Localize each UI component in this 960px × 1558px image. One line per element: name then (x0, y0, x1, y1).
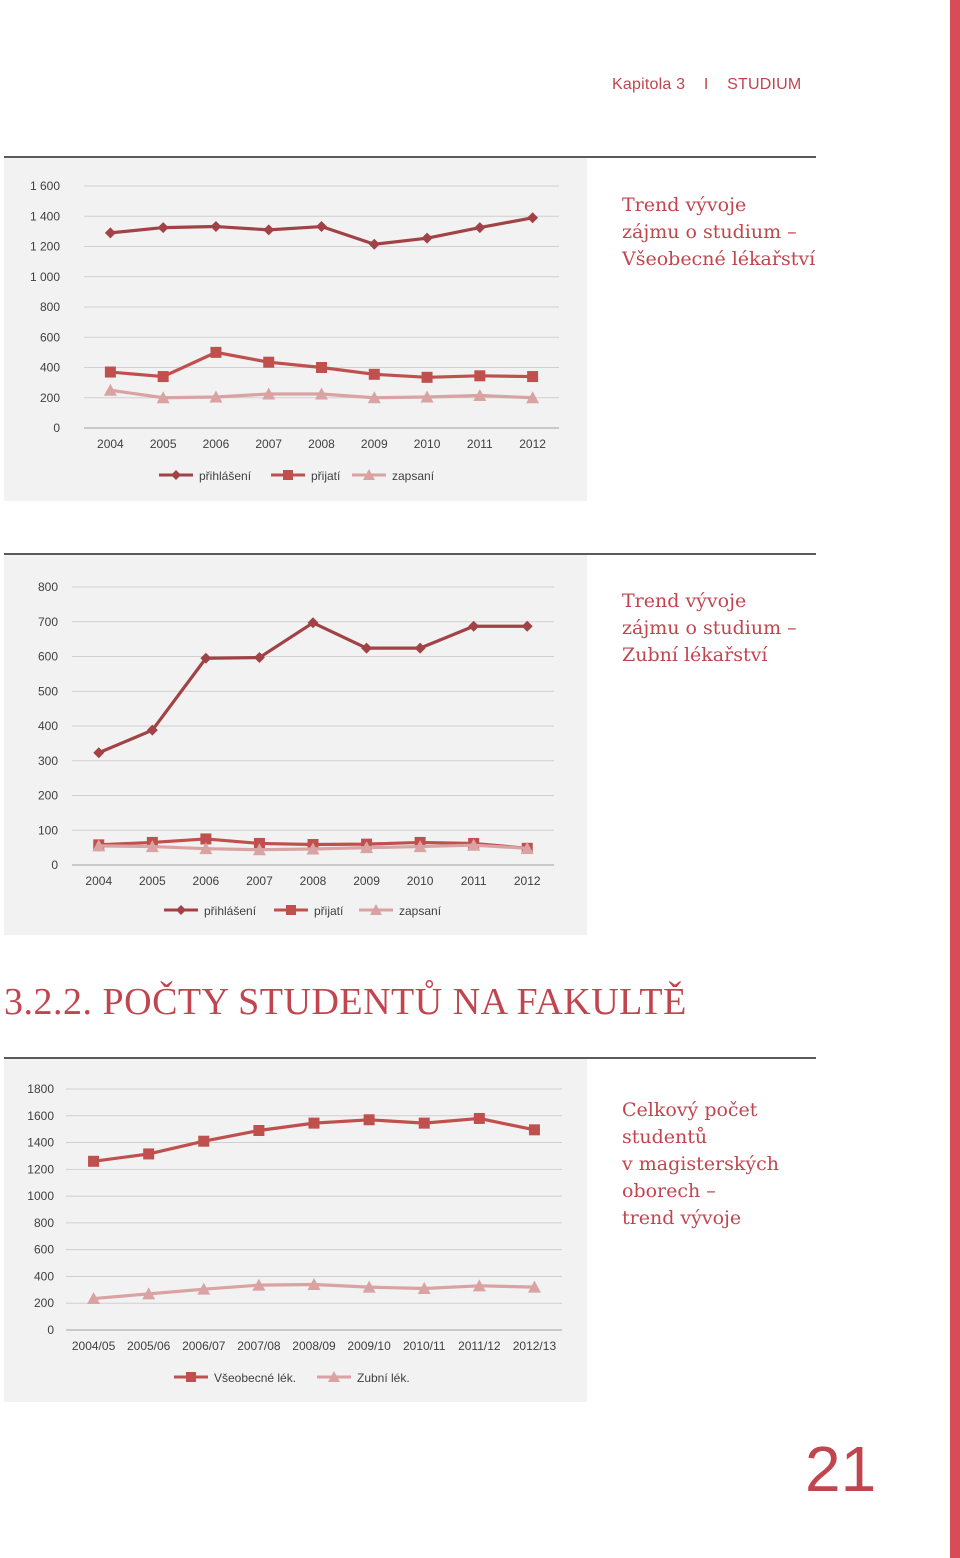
legend-label: přijatí (311, 469, 341, 483)
y-tick-label: 1200 (27, 1162, 54, 1177)
chart2-caption-line: Trend vývoje (622, 590, 747, 612)
legend-marker (186, 1372, 196, 1382)
data-point (309, 1118, 320, 1129)
data-point (527, 212, 538, 223)
data-point (316, 362, 327, 373)
chart3-caption-line: v magisterských (622, 1153, 779, 1175)
data-point (210, 221, 221, 232)
chart1-svg (4, 158, 587, 501)
legend-marker (286, 905, 296, 915)
data-point (316, 221, 327, 232)
legend-label: přihlášení (199, 469, 252, 483)
y-tick-label: 800 (33, 1215, 54, 1230)
data-point (474, 370, 485, 381)
chart3-caption-line: trend vývoje (622, 1207, 742, 1229)
y-tick-label: 400 (33, 1269, 54, 1284)
data-point (105, 227, 116, 238)
data-point (474, 222, 485, 233)
data-point (210, 347, 221, 358)
x-tick-label: 2010 (406, 874, 434, 888)
data-point (529, 1124, 540, 1135)
legend-marker (171, 470, 181, 480)
legend-label: přihlášení (204, 904, 257, 918)
y-tick-label: 700 (37, 614, 58, 629)
y-tick-label: 800 (39, 300, 60, 314)
chart3-caption (622, 1097, 779, 1232)
y-tick-label: 0 (47, 1323, 54, 1337)
header-section: STUDIUM (727, 76, 802, 93)
y-tick-label: 600 (37, 649, 58, 664)
legend-label: Zubní lék. (357, 1371, 410, 1385)
y-tick-label: 1600 (27, 1108, 54, 1123)
y-tick-label: 1 000 (29, 269, 60, 284)
page-number: 21 (805, 1433, 877, 1505)
y-tick-label: 200 (39, 390, 60, 405)
side-stripe (950, 0, 960, 1558)
data-point (527, 371, 538, 382)
x-tick-label: 2007 (255, 437, 283, 451)
chart2-caption-line: zájmu o studium – (622, 617, 797, 639)
data-point (369, 239, 380, 250)
x-tick-label: 2008/09 (292, 1339, 336, 1353)
x-tick-label: 2008 (308, 437, 335, 451)
data-point (198, 1136, 209, 1147)
legend-label: zapsaní (392, 469, 435, 483)
x-tick-label: 2005 (138, 874, 166, 888)
y-tick-label: 800 (37, 580, 58, 594)
y-tick-label: 600 (39, 330, 60, 345)
y-tick-label: 1000 (27, 1189, 54, 1204)
legend-marker (283, 470, 293, 480)
series-line (99, 623, 527, 753)
data-point (143, 1148, 154, 1159)
y-tick-label: 600 (33, 1242, 54, 1257)
y-tick-label: 1800 (27, 1082, 54, 1096)
x-tick-label: 2012 (513, 874, 541, 888)
chart1-caption-line: zájmu o studium – (622, 221, 797, 243)
running-header (612, 76, 801, 94)
chart1-caption (622, 192, 815, 273)
chart1-panel (4, 158, 587, 501)
x-tick-label: 2004 (85, 874, 113, 888)
y-tick-label: 1 200 (29, 239, 60, 254)
data-point (93, 747, 104, 758)
x-tick-label: 2004 (97, 437, 124, 451)
data-point (105, 367, 116, 378)
data-point (369, 369, 380, 380)
x-tick-label: 2010/11 (402, 1339, 446, 1353)
y-tick-label: 400 (39, 360, 60, 375)
data-point (422, 372, 433, 383)
y-tick-label: 0 (51, 858, 58, 872)
y-tick-label: 300 (37, 753, 58, 768)
x-tick-label: 2011 (460, 874, 487, 888)
y-tick-label: 1400 (27, 1135, 54, 1150)
chart3-caption-line: studentů (622, 1126, 708, 1148)
x-tick-label: 2012 (519, 437, 546, 451)
y-tick-label: 0 (53, 421, 60, 435)
x-tick-label: 2008 (299, 874, 327, 888)
y-tick-label: 1 600 (29, 179, 60, 193)
x-tick-label: 2009 (353, 874, 380, 888)
chart3-caption-line: oborech – (622, 1180, 716, 1202)
chart2-panel (4, 555, 587, 935)
x-tick-label: 2007 (246, 874, 273, 888)
y-tick-label: 400 (37, 719, 58, 733)
y-tick-label: 200 (37, 788, 58, 803)
data-point (263, 224, 274, 235)
x-tick-label: 2006 (202, 437, 230, 451)
data-point (361, 643, 372, 654)
chart2-caption-line: Zubní lékařství (622, 644, 768, 666)
chart3-caption-line: Celkový počet (622, 1099, 758, 1121)
x-tick-label: 2009 (360, 437, 388, 451)
y-tick-label: 500 (37, 684, 58, 699)
data-point (88, 1156, 99, 1167)
data-point (263, 357, 274, 368)
legend-marker (176, 905, 186, 915)
data-point (364, 1114, 375, 1125)
legend-label: přijatí (314, 904, 344, 918)
x-tick-label: 2005 (149, 437, 177, 451)
chart1-caption-line: Trend vývoje (622, 194, 747, 216)
y-tick-label: 200 (33, 1296, 54, 1311)
chart2-caption (622, 588, 797, 669)
x-tick-label: 2004/05 (71, 1339, 116, 1353)
x-tick-label: 2005/06 (126, 1339, 171, 1353)
data-point (522, 621, 533, 632)
data-point (158, 222, 169, 233)
x-tick-label: 2009/10 (347, 1339, 391, 1353)
x-tick-label: 2006 (192, 874, 220, 888)
legend-label: Všeobecné lék. (214, 1371, 297, 1385)
data-point (422, 233, 433, 244)
chart3-svg (4, 1059, 587, 1402)
x-tick-label: 2011/12 (458, 1339, 501, 1353)
header-separator: I (703, 76, 709, 93)
y-tick-label: 100 (37, 823, 58, 838)
x-tick-label: 2011 (466, 437, 493, 451)
data-point (158, 371, 169, 382)
data-point (474, 1113, 485, 1124)
x-tick-label: 2010 (413, 437, 441, 451)
data-point (253, 1125, 264, 1136)
x-tick-label: 2007/08 (237, 1339, 281, 1353)
header-chapter-number: 3 (676, 76, 686, 93)
chart1-caption-line: Všeobecné lékařství (622, 248, 816, 270)
x-tick-label: 2012/13 (512, 1339, 557, 1353)
data-point (419, 1118, 430, 1129)
header-chapter: Kapitola (612, 76, 672, 93)
section-title: 3.2.2. POČTY STUDENTŮ NA FAKULTĚ (4, 981, 687, 1023)
legend-label: zapsaní (399, 904, 442, 918)
chart2-svg (4, 555, 587, 935)
data-point (415, 643, 426, 654)
y-tick-label: 1 400 (29, 209, 60, 224)
data-point (468, 621, 479, 632)
x-tick-label: 2006/07 (182, 1339, 226, 1353)
chart3-panel (4, 1059, 587, 1402)
